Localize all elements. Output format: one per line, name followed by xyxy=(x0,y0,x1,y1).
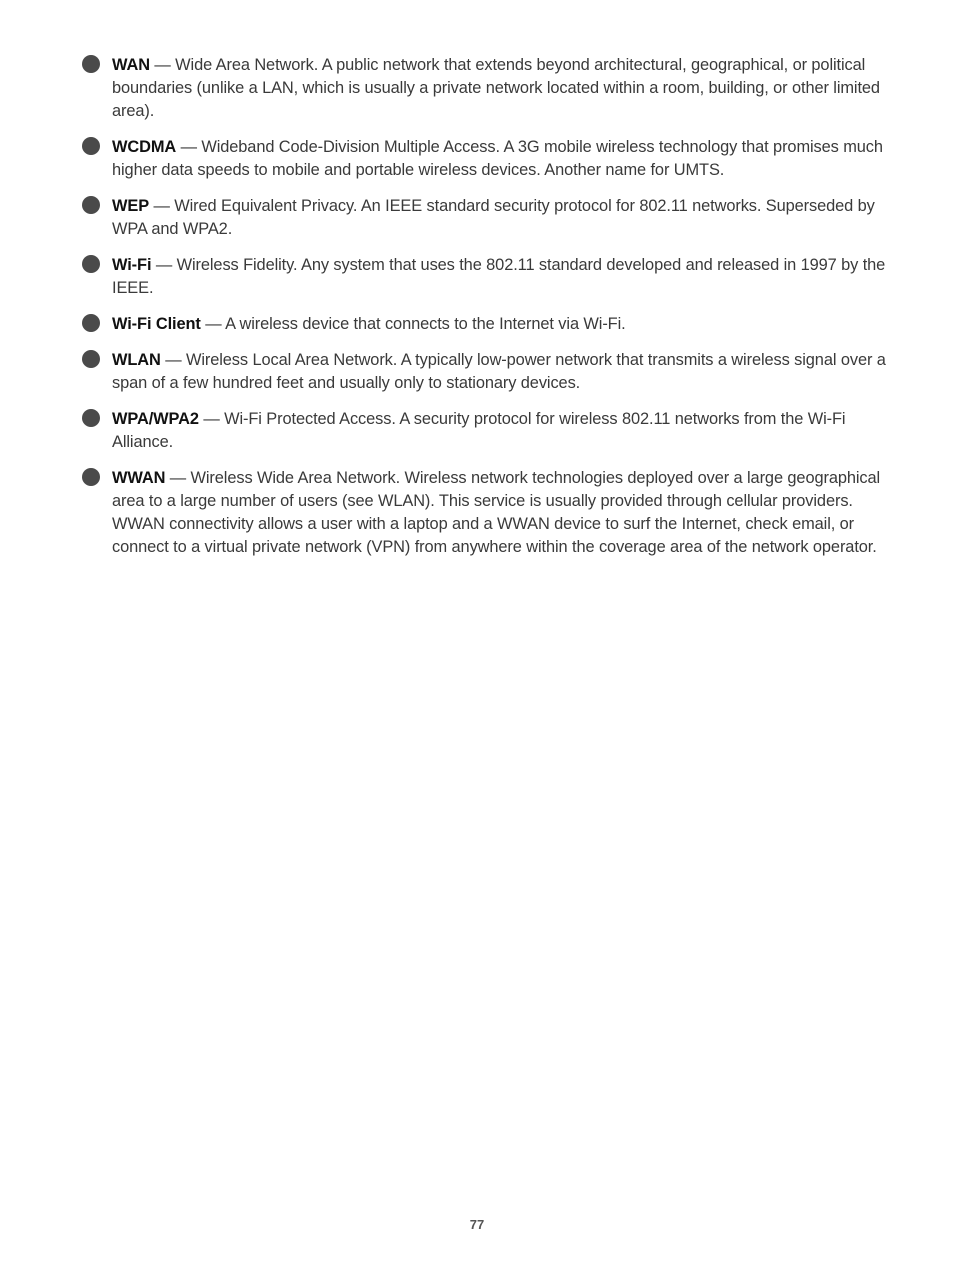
glossary-entry-wwan xyxy=(82,467,900,559)
glossary-entry-wan xyxy=(82,54,900,123)
separator: — xyxy=(149,197,175,215)
glossary-entry-wcdma xyxy=(82,136,900,182)
glossary-term: WWAN xyxy=(112,469,166,487)
glossary-term: WLAN xyxy=(112,351,161,369)
glossary-definition: Wi-Fi Protected Access. A security protocol for wireless 802.11 networks from the Wi-Fi Alliance. xyxy=(112,410,846,451)
glossary-list xyxy=(82,54,900,572)
glossary-definition: Wide Area Network. A public network that extends beyond architectural, geographical, or political boundaries (unlike a LAN, which is usually a private network located within a room, building, or other limited area). xyxy=(112,56,880,120)
separator: — xyxy=(200,315,226,333)
bullet-icon xyxy=(82,196,100,214)
glossary-term: WAN xyxy=(112,56,150,74)
glossary-entry-wi-fi-client xyxy=(82,313,900,336)
glossary-definition: Wireless Fidelity. Any system that uses the 802.11 standard developed and released in 1997 by the IEEE. xyxy=(112,256,886,297)
separator: — xyxy=(160,351,186,369)
glossary-definition: Wideband Code-Division Multiple Access. A 3G mobile wireless technology that promises much higher data speeds to mobile and portable wireless devices. Another name for UMTS. xyxy=(112,138,883,179)
glossary-term: Wi-Fi Client xyxy=(112,315,201,333)
bullet-icon xyxy=(82,409,100,427)
glossary-entry-wep xyxy=(82,195,900,241)
bullet-icon xyxy=(82,255,100,273)
glossary-term: WPA/WPA2 xyxy=(112,410,199,428)
glossary-term: WCDMA xyxy=(112,138,177,156)
bullet-icon xyxy=(82,468,100,486)
separator: — xyxy=(149,56,176,74)
separator: — xyxy=(165,469,191,487)
glossary-entry-wlan xyxy=(82,349,900,395)
glossary-term: WEP xyxy=(112,197,150,215)
separator: — xyxy=(176,138,202,156)
separator: — xyxy=(198,410,225,428)
bullet-icon xyxy=(82,137,100,155)
separator: — xyxy=(151,256,177,274)
bullet-icon xyxy=(82,350,100,368)
glossary-definition: Wired Equivalent Privacy. An IEEE standard security protocol for 802.11 networks. Superseded by WPA and WPA2. xyxy=(112,197,875,238)
glossary-term: Wi-Fi xyxy=(112,256,152,274)
glossary-definition: Wireless Local Area Network. A typically low-power network that transmits a wireless signal over a span of a few hundred feet and usually only to stationary devices. xyxy=(112,351,886,392)
bullet-icon xyxy=(82,55,100,73)
page-number: 77 xyxy=(469,1217,485,1232)
bullet-icon xyxy=(82,314,100,332)
glossary-definition: Wireless Wide Area Network. Wireless network technologies deployed over a large geographical area to a large number of users (see WLAN). This service is usually provided through cellular providers. WWAN connectivity allows a user with a laptop and a WWAN device to surf the Internet, check email, or connect to a virtual private network (VPN) from anywhere within the coverage area of the network operator. xyxy=(112,469,881,556)
glossary-entry-wpa-wpa2 xyxy=(82,408,900,454)
glossary-entry-wi-fi xyxy=(82,254,900,300)
glossary-definition: A wireless device that connects to the Internet via Wi-Fi. xyxy=(225,315,626,333)
